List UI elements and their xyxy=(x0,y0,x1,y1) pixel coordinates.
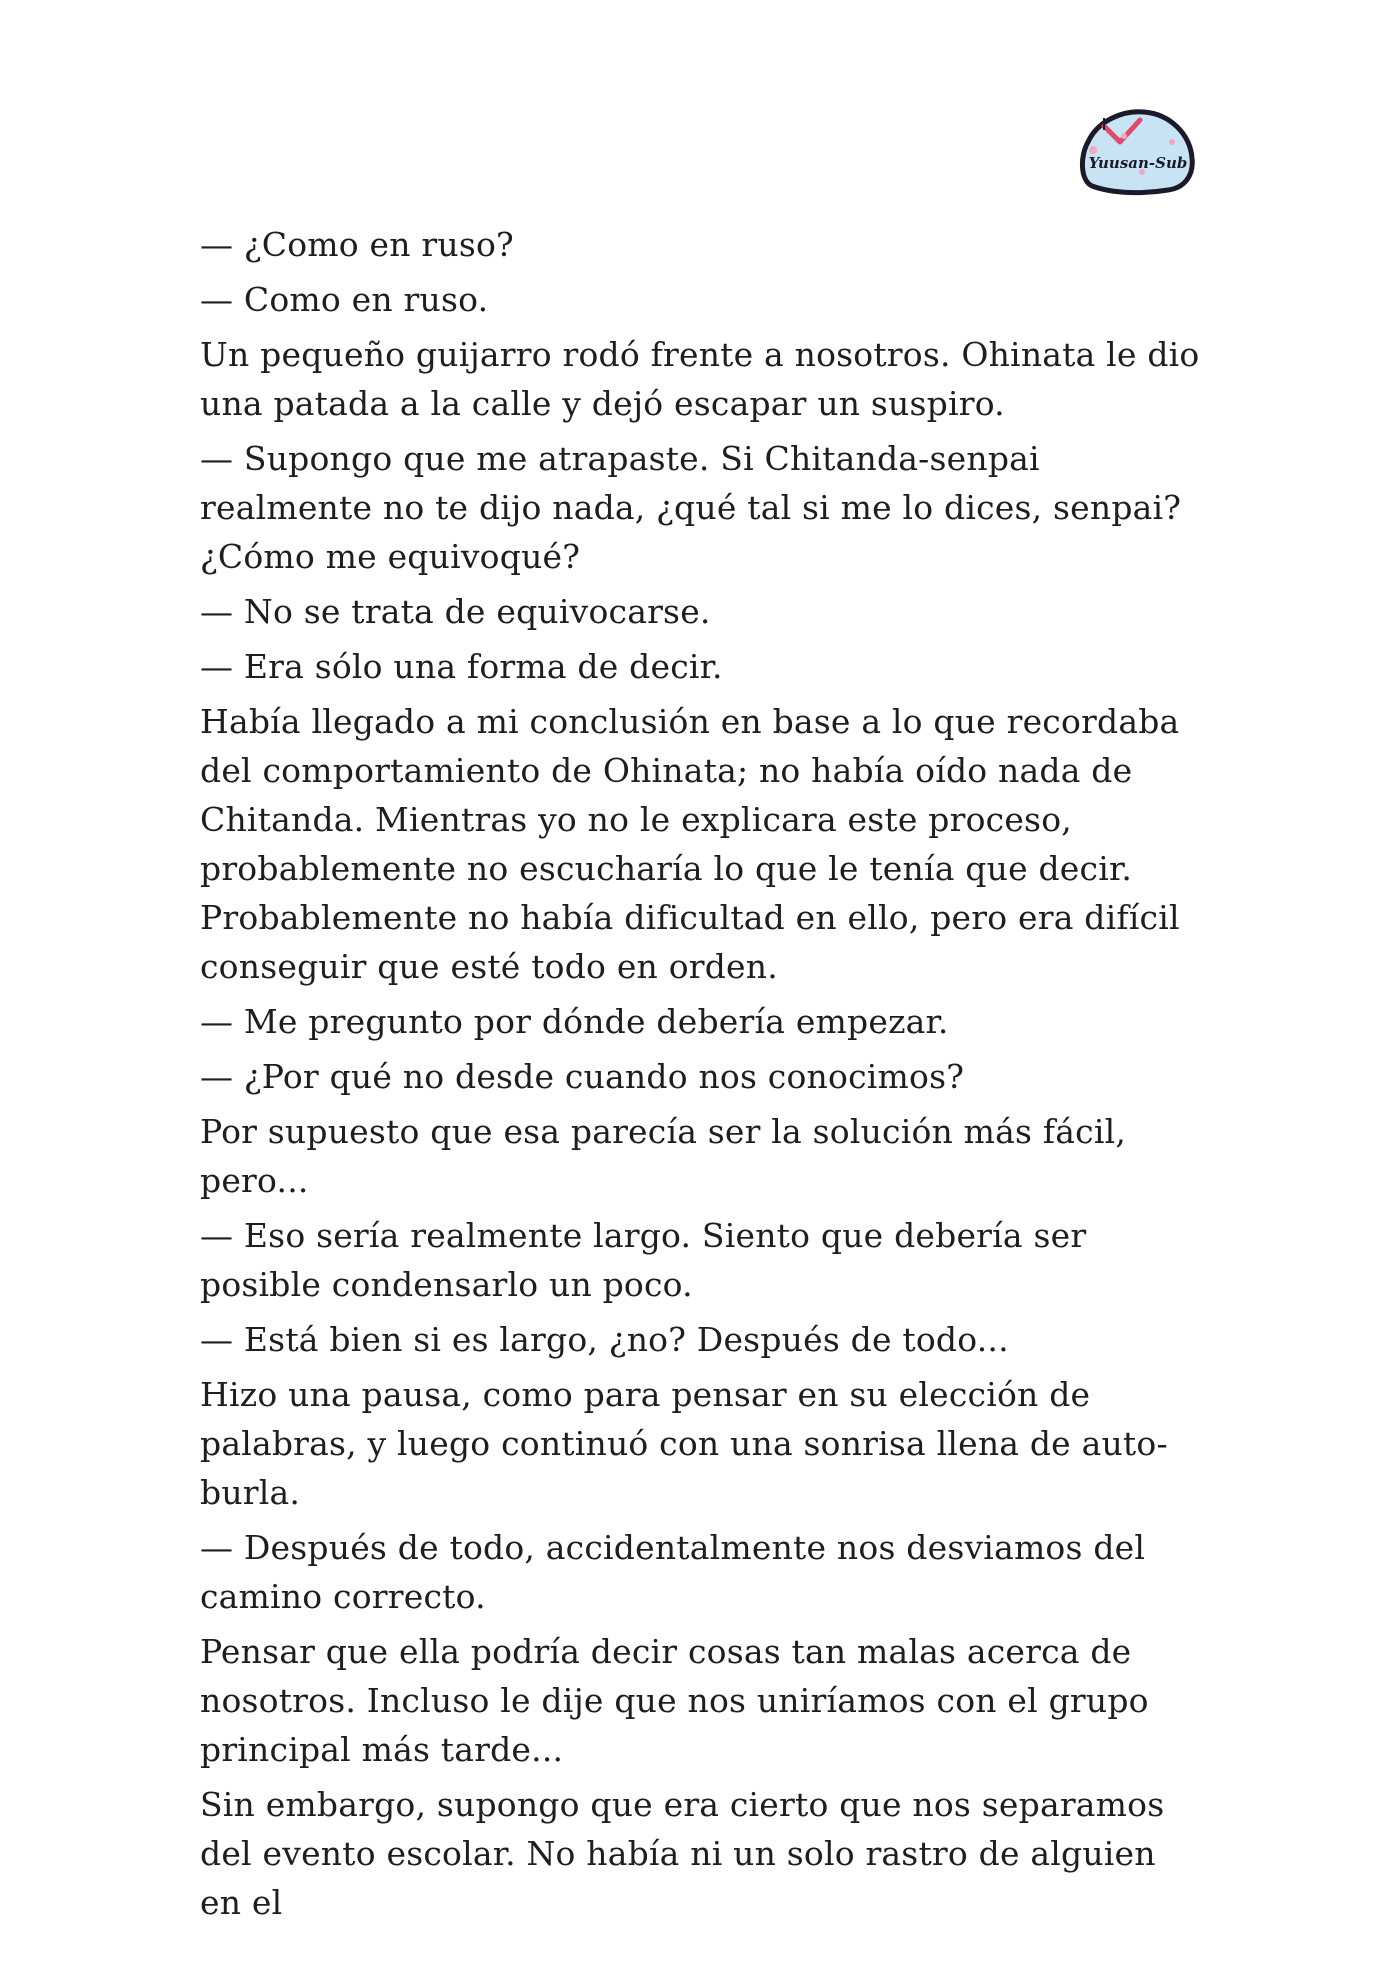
document-body xyxy=(200,220,1200,1933)
paragraph-5: — No se trata de equivocarse. xyxy=(200,592,711,631)
yuusan-sub-logo xyxy=(1078,106,1196,198)
paragraph-9: — ¿Por qué no desde cuando nos conocimos? xyxy=(200,1057,965,1096)
paragraph-3: Un pequeño guijarro rodó frente a nosotros. Ohinata le dio una patada a la calle y dejó escapar un suspiro. xyxy=(200,335,1200,423)
paragraph-2: — Como en ruso. xyxy=(200,280,489,319)
paragraph-10: Por supuesto que esa parecía ser la solución más fácil, pero... xyxy=(200,1112,1127,1200)
paragraph-4: — Supongo que me atrapaste. Si Chitanda-senpai realmente no te dijo nada, ¿qué tal si me lo dices, senpai? ¿Cómo me equivoqué? xyxy=(200,439,1182,576)
paragraph-15: Pensar que ella podría decir cosas tan malas acerca de nosotros. Incluso le dije que nos uniríamos con el grupo principal más tarde... xyxy=(200,1632,1149,1769)
paragraph-14: — Después de todo, accidentalmente nos desviamos del camino correcto. xyxy=(200,1528,1146,1616)
paragraph-12: — Está bien si es largo, ¿no? Después de todo... xyxy=(200,1320,1009,1359)
paragraph-16: Sin embargo, supongo que era cierto que nos separamos del evento escolar. No había ni un solo rastro de alguien en el xyxy=(200,1785,1165,1922)
logo-text: Yuusan-Sub xyxy=(1088,154,1188,172)
paragraph-1: — ¿Como en ruso? xyxy=(200,225,514,264)
paragraph-8: — Me pregunto por dónde debería empezar. xyxy=(200,1002,949,1041)
paragraph-7: Había llegado a mi conclusión en base a lo que recordaba del comportamiento de Ohinata; no había oído nada de Chitanda. Mientras yo no le explicara este proceso, probablemente no escucharía lo que le tenía que decir. Probablemente no había dificultad en ello, pero era difícil conseguir que esté todo en orden. xyxy=(200,702,1180,986)
paragraph-11: — Eso sería realmente largo. Siento que debería ser posible condensarlo un poco. xyxy=(200,1216,1087,1304)
logo-badge-icon xyxy=(1078,106,1196,198)
paragraph-13: Hizo una pausa, como para pensar en su elección de palabras, y luego continuó con una sonrisa llena de auto-burla. xyxy=(200,1375,1168,1512)
paragraph-6: — Era sólo una forma de decir. xyxy=(200,647,723,686)
